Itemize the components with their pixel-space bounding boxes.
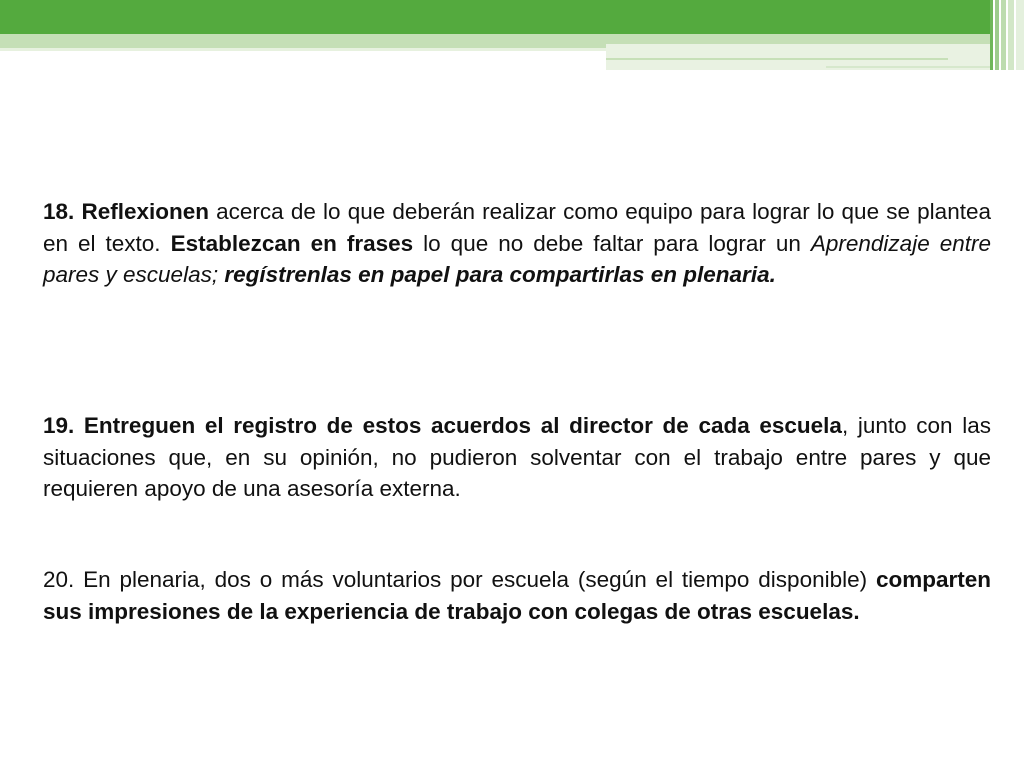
p18-bold-italic-registrenlas: regístrenlas en papel para compartirlas en plenaria. [224,262,776,287]
p20-text-1: 20. En plenaria, dos o más voluntarios por escuela (según el tiempo disponible) [43,567,876,592]
p19-text-1: , junto con las situaciones que, en su opinión, no pudieron solventar con el trabajo entre pares y que requieren apoyo de una asesoría externa. [43,413,991,501]
p18-number: 18. [43,199,75,224]
p19-bold-entreguen: 19. Entreguen el registro de estos acuerdos al director de cada escuela [43,413,842,438]
corner-stripes-decoration [990,0,1024,70]
p18-text-1: acerca de lo que deberán realizar como equipo para lograr lo que se plantea en el texto. [43,199,991,256]
p18-italic-aprendizaje: Aprendizaje entre pares y escuelas; [43,230,991,287]
p20-bold-comparten: comparten sus impresiones de la experiencia de trabajo con colegas de otras escuelas. [43,567,991,624]
paragraph-19 [43,410,991,505]
header-accent-line-short [826,66,990,68]
p18-text-2: lo que no debe faltar para lograr un [413,230,811,256]
header-accent-line [606,58,948,60]
p18-bold-reflexionen: Reflexionen [81,199,209,224]
p18-bold-establezcan: Establezcan en frases [170,230,414,256]
header-band-pale-left [0,48,606,51]
paragraph-20 [43,564,991,627]
header-band-green [0,0,990,34]
paragraph-18 [43,196,991,291]
